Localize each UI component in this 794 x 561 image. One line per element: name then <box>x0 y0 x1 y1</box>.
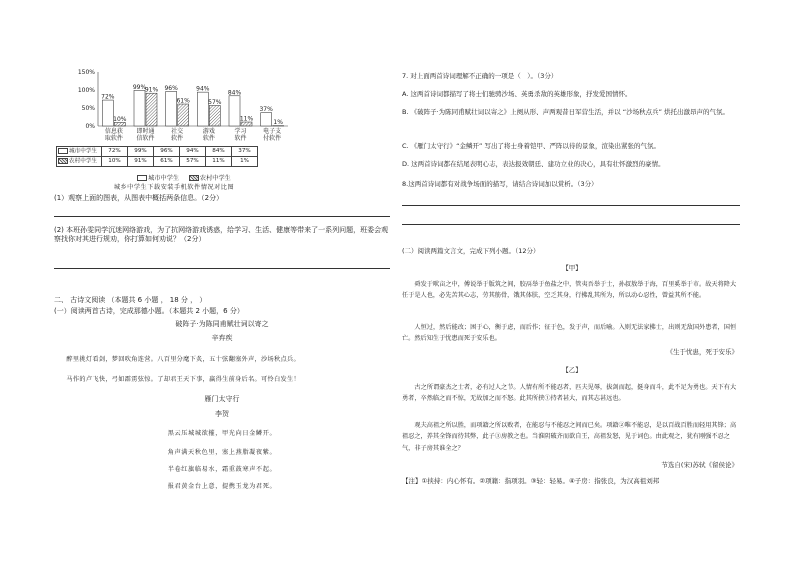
data-label-rural: 57% <box>208 98 222 106</box>
table-cell: 57% <box>180 157 206 167</box>
y-tick-label: 150% <box>77 69 95 76</box>
subsection-1-heading: (一）阅读两首古诗，完成那德小题。（本题共 2 小题，6 分） <box>54 307 244 315</box>
answer-line-8b <box>402 224 740 225</box>
bar-rural <box>114 122 125 126</box>
table-cell: 72% <box>102 147 128 157</box>
answer-line-8a <box>402 205 740 206</box>
data-label-city: 84% <box>227 89 242 97</box>
poem-1-line-1: 醉里挑灯看剑，梦回吹角连营。八百里分麾下炙，五十弦翻塞外声，沙场秋点兵。 <box>66 356 300 363</box>
table-cell: 61% <box>154 157 180 167</box>
category-label: 信息获 <box>104 128 123 135</box>
passage-jia-marker: 【甲】 <box>562 264 582 272</box>
category-label: 取软件 <box>104 135 123 142</box>
bar-rural <box>146 93 157 126</box>
legend-rural-label: 农村中学生 <box>199 175 231 182</box>
data-label-city: 99% <box>132 83 147 91</box>
category-label: 软件 <box>234 135 247 142</box>
bar-rural <box>178 104 189 126</box>
passage-yi-source: 节选自(宋)苏轼《留侯论》 <box>661 461 738 469</box>
poem-2-line-1: 黑云压城城欲摧，甲光向日金鳞开。 <box>167 430 277 437</box>
table-row <box>57 157 258 167</box>
data-label-rural: 1% <box>273 119 283 127</box>
poem-1-author: 辛弃疾 <box>211 334 233 342</box>
data-label-city: 37% <box>259 106 273 114</box>
table-cell: 10% <box>102 157 128 167</box>
y-tick-label: 0% <box>85 123 95 130</box>
question-7: 7. 对上面两首诗词理解不正确的一项是（ ）。（3分） <box>402 72 558 80</box>
category-label: 软件 <box>202 135 215 142</box>
legend-swatch-rural <box>189 175 199 181</box>
data-label-rural: 10% <box>113 115 127 123</box>
category-label: 游戏 <box>202 128 215 135</box>
poem-2-author: 李贺 <box>215 410 229 418</box>
category-label: 付软件 <box>263 135 282 142</box>
answer-line-2 <box>54 268 390 269</box>
category-label: 社交 <box>171 128 184 135</box>
table-cell: 11% <box>206 157 232 167</box>
question-8: 8.这两首诗词都有对战争场面的描写，请结合诗词加以赏析。（3分） <box>402 180 598 188</box>
bar-city <box>229 96 240 126</box>
passage-jia-para-1: 舜发于畎亩之中，傅说举于版筑之间，胶鬲举于鱼盐之中，管夷吾举于士，孙叔敖举于海，百里奚举于市。故天将降大任于是人也，必先苦其心志，劳其筋骨，饿其体肤，空乏其身，行拂乱其所为，所以动心忍性，曾益其所不能。 <box>402 281 737 300</box>
chart-caption: 城乡中学生下载安装手机软件情况对比图 <box>113 184 235 191</box>
table-cell: 37% <box>232 147 258 157</box>
question-2: (2) 本班孙雯同学沉迷网络游戏，为了抗网络游戏诱惑，给学习、生活、健康等带来了一系列问题，班委会观察找你对其进行规劝，你打算如何劝说？（2分） <box>54 226 389 244</box>
y-tick-label: 50% <box>81 105 95 112</box>
passage-jia-para-2: 人恒过，然后能改；困于心，衡于虑，而后作；征于色，发于声，而后喻。入则无法家拂士，出则无敌国外患者，国恒亡。然后知生于忧患而死于安乐也。 <box>402 324 737 343</box>
poem-2-title: 雁门太守行 <box>204 395 240 403</box>
chart-legend <box>84 175 284 183</box>
table-cell: 94% <box>180 147 206 157</box>
data-label-rural: 91% <box>144 86 159 94</box>
q7-option-a: A. 这两首诗词都描写了将士们驰骋沙场、英勇杀敌的英雄形象，抒发爱国情怀。 <box>402 90 632 98</box>
legend-swatch-city <box>137 175 147 181</box>
passage-yi-para-2: 观夫高祖之所以胜，而项籍之所以败者，在能忍与不能忍之间而已矣。项籍②唯不能忍，是以百战百胜而轻用其锋；高祖忍之，养其全锋而待其弊，此子③房教之也。当淮阴破齐而欲自王，高祖发怒，见于词色。由此观之，犹有刚强不忍之气，非子房其谁全之？ <box>402 422 737 452</box>
data-label-rural: 11% <box>239 115 254 123</box>
poem-1-title: 破阵子·为陈同甫赋壮词以寄之 <box>175 320 269 328</box>
category-label: 信软件 <box>136 135 155 142</box>
bar-city <box>261 113 272 126</box>
passage-yi-marker: 【乙】 <box>562 366 582 374</box>
q7-option-c: C. 《雁门太守行》“金鳞开” 写出了将士身着铠甲、严阵以待的景象，渲染出紧张的气氛。 <box>402 142 660 150</box>
bar-city <box>197 92 208 126</box>
legend-city-label: 城市中学生 <box>148 175 180 182</box>
data-label-city: 94% <box>196 85 210 93</box>
question-1: (1）观察上面的图表，从图表中概括两条信息。（2分） <box>54 194 224 202</box>
annotation-notes: 【注】①挟持：内心怀有。②项籍：指项羽。③轻：轻易。④子房：指张良，为汉高祖刘邦 <box>402 477 660 485</box>
category-label: 即时通 <box>136 128 155 135</box>
passage-yi-para-1: 古之所谓豪杰之士者，必有过人之节。人情有所不能忍者，匹夫见辱，拔剑而起，挺身而斗，此不足为勇也。天下有大勇者，卒然临之而不惊，无故加之而不怒。此其所挟①持者甚大，而其志甚远也。 <box>402 384 737 403</box>
bar-city <box>102 100 113 126</box>
table-cell: 99% <box>128 147 154 157</box>
table-cell: 96% <box>154 147 180 157</box>
table-cell: 91% <box>128 157 154 167</box>
y-tick-label: 100% <box>77 87 95 94</box>
q7-option-b: B. 《破阵子·为陈同甫赋壮词以寄之》上阕从形、声两观昔日军营生活，并以 “沙场秋点兵” 烘托出激昂声的气氛。 <box>402 108 730 116</box>
table-cell: 1% <box>232 157 258 167</box>
poem-1-line-2: 马作的卢飞快，弓如霹雳弦惊。了却君王天下事，赢得生前身后名。可怜白发生！ <box>66 376 300 383</box>
data-label-city: 72% <box>101 93 115 101</box>
data-label-city: 96% <box>164 84 178 92</box>
table-row <box>57 147 258 157</box>
table-series-name: 城市中学生 <box>57 147 102 157</box>
category-label: 电子支 <box>263 128 282 135</box>
poem-2-line-2: 角声满天秋色里，塞上燕脂凝夜紫。 <box>167 449 277 456</box>
chart-data-table <box>56 146 258 167</box>
bar-rural <box>209 105 220 126</box>
answer-line-1 <box>54 216 390 217</box>
poem-2-line-3: 半卷红旗临易水，霜重鼓寒声不起。 <box>167 466 277 473</box>
poem-2-line-4: 报君黄金台上意，提携玉龙为君死。 <box>167 483 277 490</box>
category-label: 软件 <box>171 135 184 142</box>
table-swatch <box>58 158 68 164</box>
bar-rural <box>241 122 252 126</box>
table-series-name: 农村中学生 <box>57 157 102 167</box>
data-label-rural: 61% <box>176 97 190 105</box>
passage-jia-source: 《生于忧患，死于安乐》 <box>666 348 738 356</box>
q7-option-d: D. 这两首诗词都在结尾表明心志，表达报效朝廷、建功立业的决心，具有壮怀激烈的豪情。 <box>402 160 665 168</box>
left-column <box>54 0 390 561</box>
section-2-heading: 二、 古诗文阅读 （本题共 6 小题 ， 18 分 ， ） <box>54 296 207 304</box>
bar-city <box>166 91 177 126</box>
table-cell: 84% <box>206 147 232 157</box>
category-label: 学习 <box>234 128 247 135</box>
table-swatch <box>58 148 68 154</box>
bar-city <box>134 90 145 126</box>
right-column <box>402 0 742 561</box>
subsection-2-heading: (二）阅读两篇文言文，完成下列小题。（12分） <box>402 247 540 255</box>
